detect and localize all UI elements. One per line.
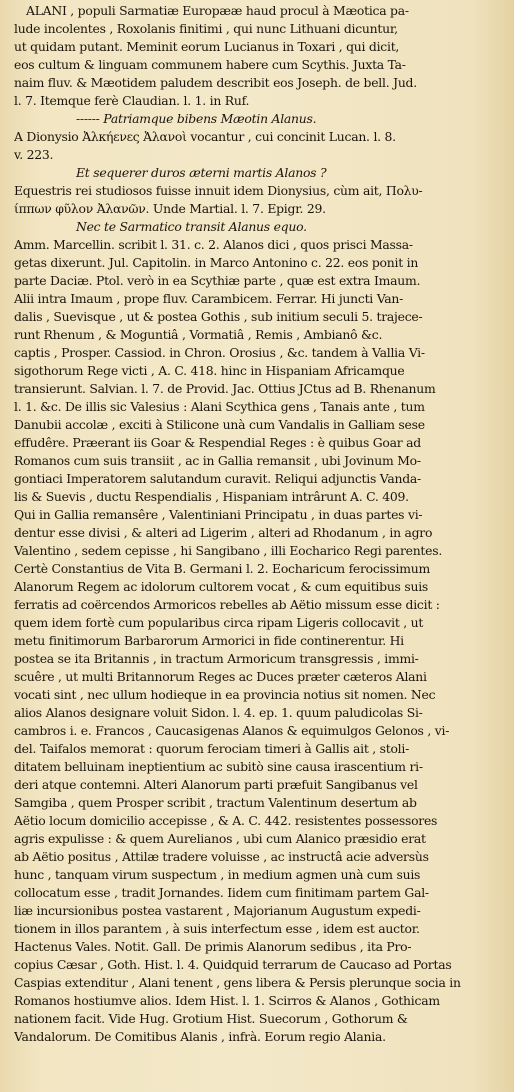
text-line: transierunt. Salvian. l. 7. de Provid. Jac. Ottius JCtus ad B. Rhenanum	[14, 381, 436, 396]
text-line: dalis , Suevisque , ut & postea Gothis , sub initium seculi 5. trajece-	[14, 309, 423, 324]
text-line: Romanos cum suis transiit , ac in Gallia remansit , ubi Jovinum Mo-	[14, 453, 421, 468]
text-line: ferratis ad coërcendos Armoricos rebelles ab Aëtio missum esse dicit :	[14, 597, 440, 612]
text-line: ab Aëtio positus , Attilæ tradere voluisse , ac instructâ acie adversùs	[14, 849, 429, 864]
text-line: Valentino , sedem cepisse , hi Sangibano , illi Eocharico Regi parentes.	[14, 543, 443, 558]
verse-line: Nec te Sarmatico transit Alanus equo.	[76, 219, 307, 234]
text-line: lis & Suevis , ductu Respendialis , Hispaniam intrârunt A. C. 409.	[14, 489, 409, 504]
text-line: ditatem belluinam ineptientium ac subitò sine causa irascentium ri-	[14, 759, 423, 774]
text-line: scuêre , ut multi Britannorum Reges ac Duces præter cæteros Alani	[14, 669, 427, 684]
text-line: effudêre. Præerant iis Goar & Respendial Reges : è quibus Goar ad	[14, 435, 421, 450]
text-line: metu finitimorum Barbarorum Armorici in fide continerentur. Hi	[14, 633, 404, 648]
text-line: Danubii accolæ , exciti à Stilicone unà cum Vandalis in Galliam sese	[14, 417, 425, 432]
text-line: Qui in Gallia remansêre , Valentiniani Principatu , in duas partes vi-	[14, 507, 423, 522]
text-line: hunc , tanquam virum suspectum , in medium agmen unà cum suis	[14, 867, 421, 882]
text-line: captis , Prosper. Cassiod. in Chron. Orosius , &c. tandem à Vallia Vi-	[14, 345, 425, 360]
text-line: v. 223.	[14, 147, 54, 162]
text-line: Equestris rei studiosos fuisse innuit idem Dionysius, cùm ait, Πολυ-	[14, 183, 423, 198]
text-line: postea se ita Britannis , in tractum Armoricum transgressis , immi-	[14, 651, 419, 666]
text-line: parte Daciæ. Ptol. verò in ea Scythiæ parte , quæ est extra Imaum.	[14, 273, 421, 288]
text-line: Certè Constantius de Vita B. Germani l. 2. Eocharicum ferocissimum	[14, 561, 430, 576]
text-line: dentur esse divisi , & alteri ad Ligerim , alteri ad Rhodanum , in agro	[14, 525, 433, 540]
text-line: alios Alanos designare voluit Sidon. l. 4. ep. 1. quum paludicolas Si-	[14, 705, 423, 720]
text-line: Amm. Marcellin. scribit l. 31. c. 2. Alanos dici , quos prisci Massa-	[14, 237, 413, 252]
text-line: copius Cæsar , Goth. Hist. l. 4. Quidquid terrarum de Caucaso ad Portas	[14, 957, 452, 972]
text-line: del. Taifalos memorat : quorum ferociam timeri à Gallis ait , stoli-	[14, 741, 410, 756]
text-line: tionem in illos parantem , à suis interfectum esse , idem est auctor.	[14, 921, 420, 936]
text-line: liæ incursionibus postea vastarent , Majorianum Augustum expedi-	[14, 903, 421, 918]
text-line: A Dionysio Ἀλκήενες Ἀλανοὶ vocantur , cui concinit Lucan. l. 8.	[14, 129, 396, 144]
text-line: gontiaci Imperatorem salutandum curavit. Reliqui adjunctis Vanda-	[14, 471, 421, 486]
text-line: Alanorum Regem ac idolorum cultorem vocat , & cum equitibus suis	[14, 579, 429, 594]
text-line: Alii intra Imaum , prope fluv. Carambicem. Ferrar. Hi juncti Van-	[14, 291, 404, 306]
text-line: ίππων φῦλον Ἀλανῶν. Unde Martial. l. 7. Epigr. 29.	[14, 201, 326, 216]
text-line: vocati sint , nec ullum hodieque in ea provincia notius sit nomen. Nec	[14, 687, 436, 702]
text-line: eos cultum & linguam communem habere cum Scythis. Juxta Ta-	[14, 57, 406, 72]
text-line: agris expulisse : & quem Aurelianos , ubi cum Alanico præsidio erat	[14, 831, 426, 846]
text-line: ALANI , populi Sarmatiæ Europææ haud procul à Mæotica pa-	[26, 3, 409, 18]
text-line: nationem facit. Vide Hug. Grotium Hist. Suecorum , Gothorum &	[14, 1011, 408, 1026]
text-line: Romanos hostiumve alios. Idem Hist. l. 1. Scirros & Alanos , Gothicam	[14, 993, 440, 1008]
text-line: collocatum esse , tradit Jornandes. Iidem cum finitimam partem Gal-	[14, 885, 429, 900]
text-line: cambros i. e. Francos , Caucasigenas Alanos & equimulgos Gelonos , vi-	[14, 723, 450, 738]
text-line: deri atque contemni. Alteri Alanorum parti præfuit Sangibanus vel	[14, 777, 418, 792]
verse-line: Et sequerer duros æterni martis Alanos ?	[76, 165, 327, 180]
text-line: Aëtio locum domicilio accepisse , & A. C. 442. resistentes possessores	[14, 813, 438, 828]
text-line: runt Rhenum , & Moguntiâ , Vormatiâ , Remis , Ambianô &c.	[14, 327, 383, 342]
verse-line: ------ Patriamque bibens Mæotin Alanus.	[76, 111, 317, 126]
text-line: lude incolentes , Roxolanis finitimi , qui nunc Lithuani dicuntur,	[14, 21, 398, 36]
text-line: sigothorum Rege victi , A. C. 418. hinc in Hispaniam Africamque	[14, 363, 405, 378]
text-line: Vandalorum. De Comitibus Alanis , infrà. Eorum regio Alania.	[14, 1029, 386, 1044]
text-line: l. 7. Itemque ferè Claudian. l. 1. in Ruf.	[14, 93, 250, 108]
text-line: quem idem fortè cum popularibus circa ripam Ligeris collocavit , ut	[14, 615, 424, 630]
text-line: Caspias extenditur , Alani tenent , gens libera & Persis plerunque socia in	[14, 975, 461, 990]
text-line: Hactenus Vales. Notit. Gall. De primis Alanorum sedibus , ita Pro-	[14, 939, 412, 954]
text-line: Samgiba , quem Prosper scribit , tractum Valentinum desertum ab	[14, 795, 417, 810]
text-line: l. 1. &c. De illis sic Valesius : Alani Scythica gens , Tanais ante , tum	[14, 399, 425, 414]
text-line: naim fluv. & Mæotidem paludem describit eos Joseph. de bell. Jud.	[14, 75, 417, 90]
entry-alani	[14, 2, 508, 1046]
text-line: getas dixerunt. Jul. Capitolin. in Marco Antonino c. 22. eos ponit in	[14, 255, 419, 270]
text-line: ut quidam putant. Meminit eorum Lucianus in Toxari , qui dicit,	[14, 39, 400, 54]
